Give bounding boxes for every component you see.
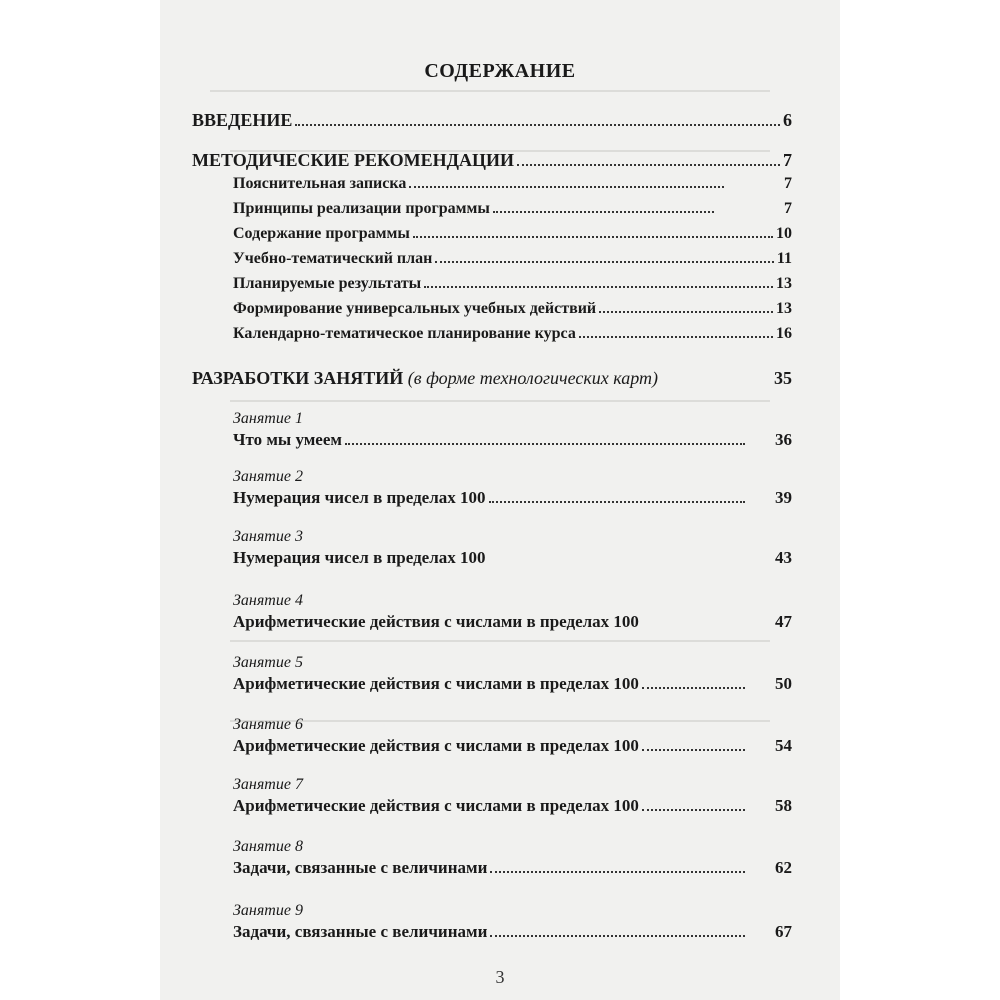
lesson-page: 36 bbox=[775, 430, 792, 449]
lesson-number: Занятие 8 bbox=[233, 838, 303, 855]
leader-dots bbox=[517, 163, 780, 166]
leader-dots bbox=[493, 210, 714, 213]
toc-entry-page: 6 bbox=[783, 110, 792, 130]
toc-entry-label: Формирование универсальных учебных действий bbox=[233, 300, 597, 317]
toc-entry-label: Календарно-тематическое планирование курса bbox=[233, 325, 576, 342]
lesson-entry[interactable] bbox=[233, 922, 792, 942]
leader-dots bbox=[489, 500, 745, 503]
toc-subentry[interactable] bbox=[233, 300, 792, 318]
lesson-entry[interactable] bbox=[233, 430, 792, 450]
lesson-entry[interactable] bbox=[233, 858, 792, 878]
toc-entry-label: Учебно-тематический план bbox=[233, 250, 433, 267]
toc-entry-label bbox=[192, 368, 658, 389]
leader-dots bbox=[435, 260, 774, 263]
lesson-title: Арифметические действия с числами в пределах 100 bbox=[233, 674, 639, 693]
lesson-number: Занятие 4 bbox=[233, 592, 303, 609]
toc-subentry[interactable] bbox=[233, 250, 792, 268]
page-number: 3 bbox=[495, 967, 505, 987]
development-note: (в форме технологических карт) bbox=[407, 368, 658, 388]
leader-dots bbox=[345, 442, 745, 445]
lesson-title: Нумерация чисел в пределах 100 bbox=[233, 488, 486, 507]
lesson-number: Занятие 5 bbox=[233, 654, 303, 671]
lesson-page: 58 bbox=[775, 796, 792, 815]
toc-entry-label: Пояснительная записка bbox=[233, 175, 407, 192]
toc-entry-label: Принципы реализации программы bbox=[233, 200, 490, 217]
lesson-title: Задачи, связанные с величинами bbox=[233, 922, 488, 941]
toc-entry-page: 13 bbox=[776, 300, 792, 317]
toc-entry-introduction[interactable] bbox=[192, 110, 792, 131]
lesson-title: Арифметические действия с числами в пределах 100 bbox=[233, 796, 639, 815]
toc-entry-page: 7 bbox=[783, 150, 792, 170]
toc-subentry[interactable] bbox=[233, 175, 792, 193]
lesson-title: Нумерация чисел в пределах 100 bbox=[233, 548, 486, 567]
leader-dots bbox=[424, 285, 773, 288]
lesson-page: 67 bbox=[775, 922, 792, 941]
toc-entry-page: 13 bbox=[776, 275, 792, 292]
toc-entry-page: 7 bbox=[784, 200, 792, 217]
leader-dots bbox=[490, 934, 745, 937]
toc-subentry[interactable] bbox=[233, 325, 792, 343]
toc-subentry[interactable] bbox=[233, 200, 792, 218]
toc-entry-label: Планируемые результаты bbox=[233, 275, 422, 292]
toc-subentry[interactable] bbox=[233, 275, 792, 293]
leader-dots bbox=[599, 310, 773, 313]
toc-entry-label: Содержание программы bbox=[233, 225, 410, 242]
toc-entry-page: 10 bbox=[776, 225, 792, 242]
toc-entry-label: ВВЕДЕНИЕ bbox=[192, 110, 293, 130]
lesson-entry[interactable] bbox=[233, 674, 792, 694]
toc-title: СОДЕРЖАНИЕ bbox=[424, 60, 576, 82]
leader-space bbox=[642, 624, 772, 627]
leader-dots bbox=[642, 686, 745, 689]
leader-space bbox=[661, 381, 771, 384]
toc-subentry[interactable] bbox=[233, 225, 792, 243]
leader-dots bbox=[642, 748, 745, 751]
lesson-page: 50 bbox=[775, 674, 792, 693]
lesson-page: 54 bbox=[775, 736, 792, 755]
toc-entry-page: 7 bbox=[784, 175, 792, 192]
bleed-through-line bbox=[230, 400, 770, 422]
lesson-entry[interactable] bbox=[233, 736, 792, 756]
lesson-entry[interactable] bbox=[233, 796, 792, 816]
leader-space bbox=[489, 560, 772, 563]
lesson-title: Арифметические действия с числами в пределах 100 bbox=[233, 736, 639, 755]
toc-entry-method-recs[interactable] bbox=[192, 150, 792, 171]
development-label: РАЗРАБОТКИ ЗАНЯТИЙ bbox=[192, 368, 404, 388]
leader-dots bbox=[409, 185, 724, 188]
lesson-title: Арифметические действия с числами в пределах 100 bbox=[233, 612, 639, 631]
leader-dots bbox=[642, 808, 745, 811]
lesson-number: Занятие 6 bbox=[233, 716, 303, 733]
lesson-page: 43 bbox=[775, 548, 792, 567]
leader-dots bbox=[579, 335, 773, 338]
lesson-entry[interactable] bbox=[233, 548, 792, 568]
lesson-title: Задачи, связанные с величинами bbox=[233, 858, 488, 877]
lesson-number: Занятие 1 bbox=[233, 410, 303, 427]
lesson-page: 39 bbox=[775, 488, 792, 507]
leader-dots bbox=[490, 870, 745, 873]
toc-entry-page: 11 bbox=[776, 250, 792, 267]
leader-dots bbox=[413, 235, 773, 238]
leader-dots bbox=[295, 123, 780, 126]
lesson-entry[interactable] bbox=[233, 612, 792, 632]
toc-entry-label: МЕТОДИЧЕСКИЕ РЕКОМЕНДАЦИИ bbox=[192, 150, 515, 170]
lesson-number: Занятие 7 bbox=[233, 776, 303, 793]
lesson-page: 62 bbox=[775, 858, 792, 877]
lesson-entry[interactable] bbox=[233, 488, 792, 508]
lesson-number: Занятие 9 bbox=[233, 902, 303, 919]
bleed-through-line bbox=[230, 640, 770, 662]
bleed-through-line bbox=[210, 90, 770, 112]
lesson-number: Занятие 3 bbox=[233, 528, 303, 545]
lesson-title: Что мы умеем bbox=[233, 430, 342, 449]
toc-entry-page: 35 bbox=[774, 368, 792, 388]
lesson-number: Занятие 2 bbox=[233, 468, 303, 485]
lesson-page: 47 bbox=[775, 612, 792, 631]
toc-entry-page: 16 bbox=[776, 325, 792, 342]
toc-entry-development[interactable] bbox=[192, 368, 792, 389]
